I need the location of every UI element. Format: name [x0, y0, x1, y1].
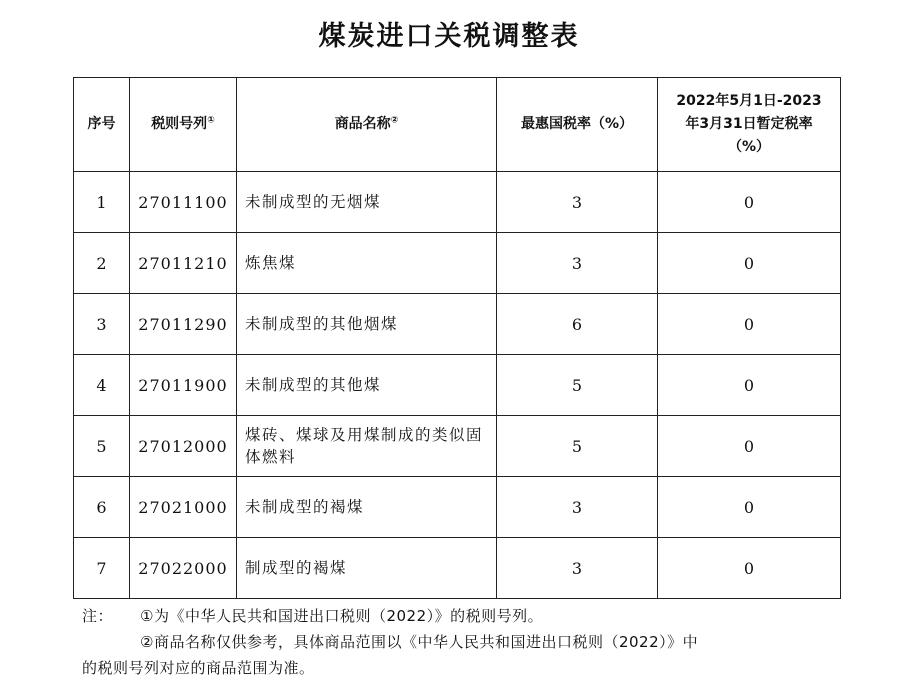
cell-provisional-rate: 0 [658, 355, 841, 416]
note-2: ②商品名称仅供参考，具体商品范围以《中华人民共和国进出口税则（2022）》中 [140, 633, 699, 651]
header-seq: 序号 [74, 78, 130, 172]
header-mfn-rate: 最惠国税率（%） [497, 78, 658, 172]
table-row [74, 538, 841, 599]
tariff-table [73, 77, 841, 599]
cell-code: 27011100 [130, 172, 237, 233]
table-row [74, 233, 841, 294]
cell-name: 煤砖、煤球及用煤制成的类似固体燃料 [237, 416, 497, 477]
cell-seq: 4 [74, 355, 130, 416]
table-row [74, 477, 841, 538]
cell-mfn-rate: 5 [497, 355, 658, 416]
cell-code: 27021000 [130, 477, 237, 538]
cell-mfn-rate: 3 [497, 477, 658, 538]
footnote-mark-1: ① [207, 115, 215, 126]
cell-name: 未制成型的其他烟煤 [237, 294, 497, 355]
cell-mfn-rate: 3 [497, 233, 658, 294]
cell-mfn-rate: 6 [497, 294, 658, 355]
note-1: ①为《中华人民共和国进出口税则（2022）》的税则号列。 [140, 607, 544, 625]
cell-code: 27022000 [130, 538, 237, 599]
cell-mfn-rate: 5 [497, 416, 658, 477]
cell-provisional-rate: 0 [658, 294, 841, 355]
cell-seq: 3 [74, 294, 130, 355]
cell-provisional-rate: 0 [658, 477, 841, 538]
table-row [74, 416, 841, 477]
header-code: 税则号列① [130, 78, 237, 172]
cell-code: 27011900 [130, 355, 237, 416]
table-row [74, 355, 841, 416]
cell-code: 27011210 [130, 233, 237, 294]
cell-code: 27011290 [130, 294, 237, 355]
cell-seq: 5 [74, 416, 130, 477]
cell-provisional-rate: 0 [658, 416, 841, 477]
footnotes [82, 603, 842, 681]
notes-label: 注： [82, 607, 114, 625]
cell-seq: 7 [74, 538, 130, 599]
cell-provisional-rate: 0 [658, 172, 841, 233]
cell-name: 未制成型的其他煤 [237, 355, 497, 416]
table-row [74, 294, 841, 355]
cell-provisional-rate: 0 [658, 538, 841, 599]
header-name: 商品名称② [237, 78, 497, 172]
cell-name: 未制成型的无烟煤 [237, 172, 497, 233]
cell-provisional-rate: 0 [658, 233, 841, 294]
cell-seq: 2 [74, 233, 130, 294]
cell-name: 未制成型的褐煤 [237, 477, 497, 538]
cell-seq: 6 [74, 477, 130, 538]
note-2-continued: 的税则号列对应的商品范围为准。 [82, 659, 315, 677]
table-header-row [74, 78, 841, 172]
table-row [74, 172, 841, 233]
document-title: 煤炭进口关税调整表 [318, 21, 580, 52]
cell-code: 27012000 [130, 416, 237, 477]
footnote-mark-2: ② [390, 115, 399, 126]
cell-mfn-rate: 3 [497, 172, 658, 233]
cell-name: 制成型的褐煤 [237, 538, 497, 599]
cell-mfn-rate: 3 [497, 538, 658, 599]
cell-name: 炼焦煤 [237, 233, 497, 294]
header-provisional-rate: 2022年5月1日-2023 年3月31日暂定税率 （%） [658, 78, 841, 172]
cell-seq: 1 [74, 172, 130, 233]
